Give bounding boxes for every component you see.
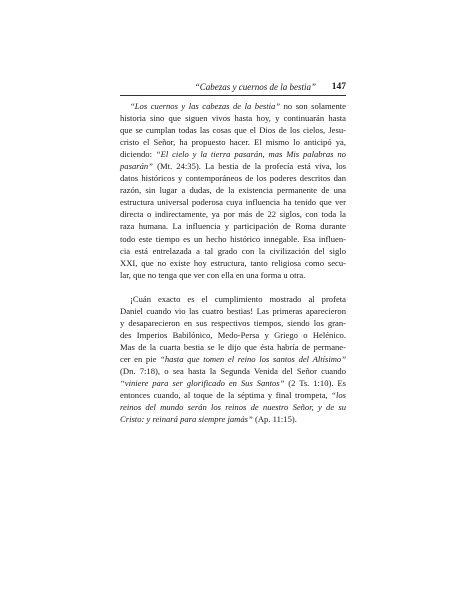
text-line bbox=[120, 257, 346, 269]
text-line bbox=[120, 317, 346, 329]
text-span: cer en pie bbox=[120, 353, 161, 364]
text-span: datos históricos y contemporáneos de los poderes descritos dan bbox=[120, 173, 346, 184]
italic-quote-span: “El cielo y la tierra pasarán, mas Mis palabras no bbox=[155, 149, 346, 160]
text-span: cia está entrelazada a tal grado con la civilización del siglo bbox=[120, 245, 346, 256]
text-line bbox=[120, 389, 346, 401]
text-line bbox=[120, 341, 346, 353]
text-span: cristo el Señor, ha propuesto hacer. El mismo lo anticipó ya, bbox=[120, 137, 346, 148]
text-line bbox=[120, 160, 346, 172]
italic-quote-span: “viniere para ser glorificado en Sus Santos” bbox=[120, 378, 285, 389]
text-line bbox=[120, 220, 346, 232]
header-rule bbox=[120, 95, 346, 96]
text-line bbox=[120, 413, 346, 425]
text-line bbox=[120, 365, 346, 377]
text-span: des Imperios Babilónico, Medo-Persa y Griego o Helénico. bbox=[120, 329, 346, 340]
text-span: diciendo: bbox=[120, 149, 156, 160]
paragraph-gap bbox=[120, 281, 346, 293]
text-line bbox=[120, 329, 346, 341]
text-span: (Dn. 7:18), o sea hasta la Segunda Venida del Señor cuando bbox=[120, 365, 346, 376]
text-line bbox=[120, 124, 346, 136]
italic-quote-span: Cristo: y reinará para siempre jamás” bbox=[120, 414, 253, 425]
text-span: Mas de la cuarta bestia se le dijo que ésta habría de permane- bbox=[120, 341, 346, 352]
italic-quote-span: pasarán” bbox=[120, 161, 153, 172]
text-line bbox=[120, 148, 346, 160]
text-span: que se cumplan todas las cosas que el Dios de los cielos, Jesu- bbox=[120, 125, 346, 136]
text-span: y desaparecieron en sus respectivos tiempos, siendo los gran- bbox=[120, 317, 346, 328]
italic-quote-span: “los bbox=[331, 390, 346, 401]
text-span: estructura universal poderosa cuya influencia ha tenido que ver bbox=[120, 197, 346, 208]
text-span: Daniel cuando vio las cuatro bestias! Las primeras aparecieron bbox=[120, 305, 346, 316]
italic-quote-span: “Los cuernos y las cabezas de la bestia” bbox=[130, 101, 281, 111]
text-line bbox=[120, 305, 346, 317]
body-text bbox=[120, 100, 346, 425]
text-span: ¡Cuán exacto es el cumplimiento mostrado al profeta bbox=[130, 293, 346, 304]
text-span: (2 Ts. 1:10). Es bbox=[284, 378, 347, 389]
text-span: (Ap. 11:15). bbox=[252, 414, 297, 425]
page-number: 147 bbox=[331, 82, 346, 92]
text-line bbox=[120, 401, 346, 413]
text-line bbox=[120, 136, 346, 148]
paragraph-1 bbox=[120, 100, 346, 281]
text-line bbox=[120, 196, 346, 208]
italic-quote-span: “hasta que tomen el reino los santos del Altísimo” bbox=[160, 353, 346, 364]
running-title: “Cabezas y cuernos de la bestia” bbox=[194, 82, 316, 92]
text-span: historia sino que siguen vivos hasta hoy, y continuarán hasta bbox=[120, 113, 346, 124]
text-span: todo este tiempo es un hecho histórico innegable. Esa influen- bbox=[120, 233, 346, 244]
text-span: razón, sin lugar a dudas, de la existencia permanente de una bbox=[120, 185, 346, 196]
text-line bbox=[120, 377, 346, 389]
text-span: entonces cuando, al toque de la séptima y final trompeta, bbox=[120, 390, 332, 401]
text-span: (Mt. 24:35). La bestia de la profecía está viva, los bbox=[152, 161, 346, 172]
running-head bbox=[120, 80, 346, 94]
italic-quote-span: reinos del mundo serán los reinos de nuestro Señor, y de su bbox=[120, 402, 346, 413]
text-span: raza humana. La influencia y participación de Roma durante bbox=[120, 221, 346, 232]
text-line bbox=[120, 293, 346, 305]
text-line bbox=[120, 172, 346, 184]
text-span: no son solamente bbox=[280, 101, 346, 111]
text-line bbox=[120, 353, 346, 365]
text-span: directa o indirectamente, ya por más de 22 siglos, con toda la bbox=[120, 209, 346, 220]
text-line bbox=[120, 112, 346, 124]
text-span: lar, que no tenga que ver con ella en una forma u otra. bbox=[120, 269, 306, 280]
text-line bbox=[120, 184, 346, 196]
text-line bbox=[120, 245, 346, 257]
text-span: XXI, que no existe hoy estructura, tanto religiosa como secu- bbox=[120, 257, 346, 268]
text-line bbox=[120, 233, 346, 245]
text-line bbox=[120, 100, 346, 112]
paragraph-2 bbox=[120, 293, 346, 426]
text-line bbox=[120, 208, 346, 220]
text-line bbox=[120, 269, 346, 281]
